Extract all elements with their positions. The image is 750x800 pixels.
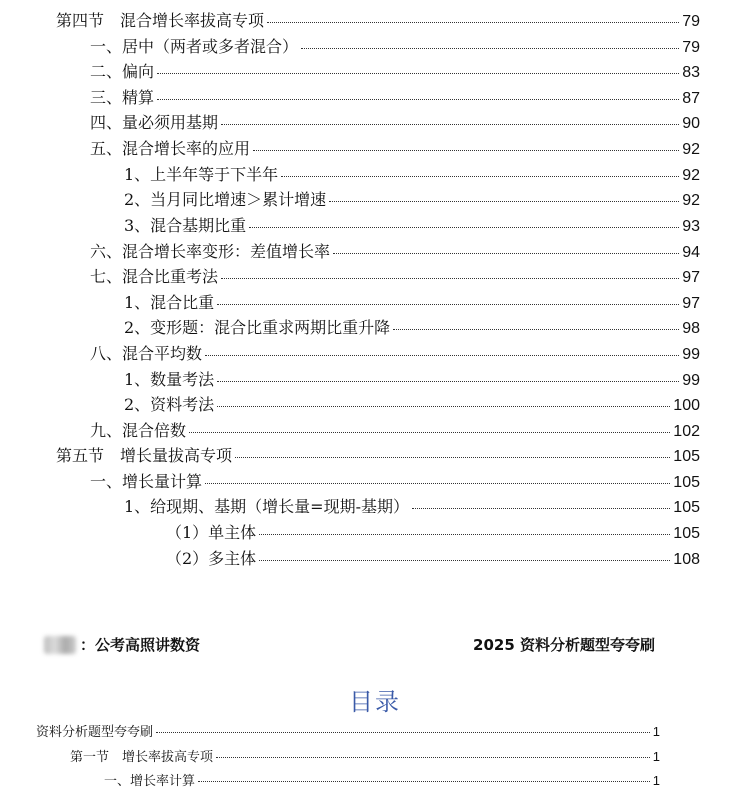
toc-entry[interactable]: 六、混合增长率变形：差值增长率 94 <box>90 242 700 261</box>
toc-entry[interactable]: 九、混合倍数 102 <box>90 421 700 440</box>
toc-entry[interactable]: 2、变形题：混合比重求两期比重升降 98 <box>124 318 700 337</box>
toc-entry[interactable]: 2、当月同比增速＞累计增速 92 <box>124 190 700 209</box>
toc-title: 目录 <box>349 688 401 716</box>
toc-entry[interactable]: 第四节 混合增长率拔高专项 79 <box>56 11 700 30</box>
toc-entry[interactable]: 五、混合增长率的应用 92 <box>90 139 700 158</box>
header-author: ：公考高照讲数资 <box>44 634 200 655</box>
toc-entry[interactable]: 一、居中（两者或多者混合） 79 <box>90 37 700 56</box>
header-book-title: 2025 资料分析题型夸夸刷 <box>473 636 655 654</box>
toc-entry[interactable]: 二、偏向 83 <box>90 62 700 81</box>
toc-entry[interactable]: 资料分析题型夸夸刷 1 <box>36 724 660 740</box>
toc-entry[interactable]: 七、混合比重考法 97 <box>90 267 700 286</box>
toc-entry[interactable]: 四、量必须用基期 90 <box>90 113 700 132</box>
toc-entry[interactable]: （2）多主体 108 <box>166 549 700 568</box>
redacted-mark <box>44 636 76 654</box>
toc-entry[interactable]: 1、上半年等于下半年 92 <box>124 165 700 184</box>
toc-entry[interactable]: 1、混合比重 97 <box>124 293 700 312</box>
toc-entry[interactable]: 1、数量考法 99 <box>124 370 700 389</box>
toc-entry[interactable]: 1、给现期、基期（增长量=现期-基期） 105 <box>124 497 700 516</box>
toc-entry[interactable]: 2、资料考法 100 <box>124 395 700 414</box>
toc-entry[interactable]: （1）单主体 105 <box>166 523 700 542</box>
toc-entry[interactable]: 3、混合基期比重 93 <box>124 216 700 235</box>
toc-entry[interactable]: 第五节 增长量拔高专项 105 <box>56 446 700 465</box>
toc-entry[interactable]: 八、混合平均数 99 <box>90 344 700 363</box>
page-header <box>0 628 750 658</box>
toc-entry[interactable]: 一、增长量计算 105 <box>90 472 700 491</box>
toc-entry[interactable]: 第一节 增长率拔高专项 1 <box>70 749 660 765</box>
toc-entry[interactable]: 三、精算 87 <box>90 88 700 107</box>
toc-entry[interactable]: 一、增长率计算 1 <box>104 773 660 789</box>
